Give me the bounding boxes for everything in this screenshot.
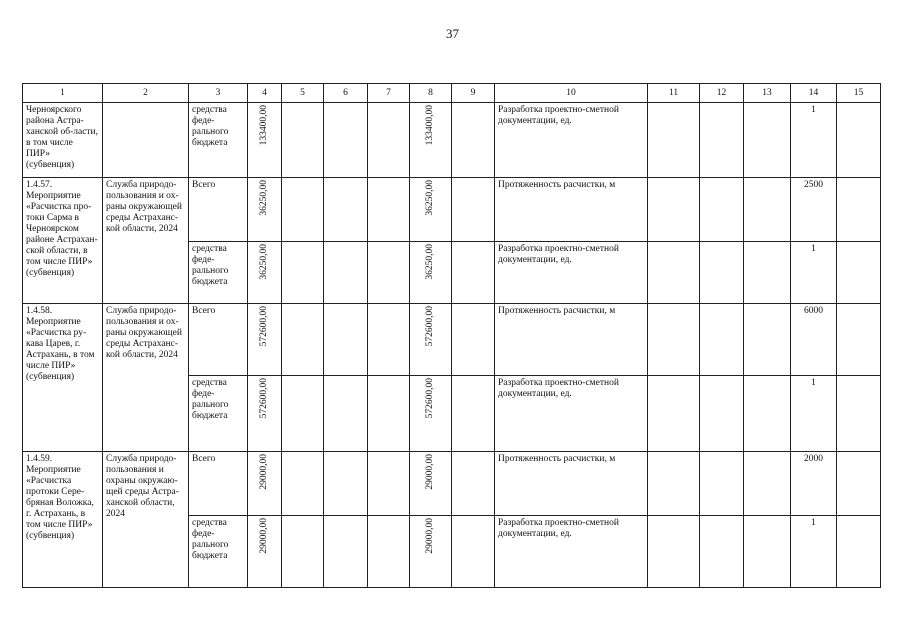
col-header: 7 xyxy=(368,84,410,103)
amount-year: 36250,00 xyxy=(425,180,435,216)
amount-total: 36250,00 xyxy=(259,180,269,216)
activity-name: 1.4.59. Мероприятие «Расчистка протоки Сере-бряная Воложка, г. Астрахань, в том числе ПИР» (субвенция) xyxy=(23,452,103,588)
funding-source: средства феде-рального бюджета xyxy=(189,376,248,452)
indicator-value: 1 xyxy=(791,376,837,452)
col-header: 3 xyxy=(189,84,248,103)
table-row xyxy=(23,452,881,516)
amount-total: 29000,00 xyxy=(259,454,269,490)
indicator-value: 2000 xyxy=(791,452,837,516)
col-header: 5 xyxy=(282,84,324,103)
funding-source: средства феде-рального бюджета xyxy=(189,516,248,588)
col-header: 14 xyxy=(791,84,837,103)
executor: Служба природо-пользования и охраны окружаю-щей среды Астра-ханской области, 2024 xyxy=(103,452,189,588)
budget-table xyxy=(22,83,881,588)
amount-total: 572600,00 xyxy=(259,306,269,347)
funding-source: Всего xyxy=(189,178,248,242)
amount-total: 572600,00 xyxy=(259,378,269,419)
col-header: 8 xyxy=(410,84,452,103)
indicator-name: Разработка проектно-сметной документации, ед. xyxy=(495,103,648,178)
table-row xyxy=(23,304,881,376)
indicator-value: 1 xyxy=(791,242,837,304)
col-header: 4 xyxy=(248,84,282,103)
indicator-name: Протяженность расчистки, м xyxy=(495,452,648,516)
indicator-value: 2500 xyxy=(791,178,837,242)
col-header: 15 xyxy=(837,84,881,103)
activity-name: 1.4.57. Мероприятие «Расчистка про-токи Сарма в Черноярском районе Астрахан-ской области, в том числе ПИР» (субвенция) xyxy=(23,178,103,304)
table-row xyxy=(23,103,881,178)
amount-total: 133400,00 xyxy=(259,105,269,146)
indicator-name: Разработка проектно-сметной документации, ед. xyxy=(495,242,648,304)
amount-total: 29000,00 xyxy=(259,518,269,554)
col-header: 10 xyxy=(495,84,648,103)
activity-name: Черноярского района Астра-ханской об-ласти, в том числе ПИР» (субвенция) xyxy=(23,103,103,178)
funding-source: средства феде-рального бюджета xyxy=(189,103,248,178)
col-header: 13 xyxy=(744,84,791,103)
indicator-value: 1 xyxy=(791,103,837,178)
amount-year: 133400,00 xyxy=(425,105,435,146)
amount-total: 36250,00 xyxy=(259,244,269,280)
amount-year: 29000,00 xyxy=(425,454,435,490)
executor xyxy=(103,103,189,178)
indicator-name: Протяженность расчистки, м xyxy=(495,178,648,242)
indicator-value: 1 xyxy=(791,516,837,588)
col-header: 1 xyxy=(23,84,103,103)
col-header: 11 xyxy=(648,84,700,103)
amount-year: 572600,00 xyxy=(425,306,435,347)
col-header: 2 xyxy=(103,84,189,103)
header-row xyxy=(23,84,881,103)
amount-year: 572600,00 xyxy=(425,378,435,419)
indicator-value: 6000 xyxy=(791,304,837,376)
col-header: 6 xyxy=(324,84,368,103)
executor: Служба природо-пользования и ох-раны окружающей среды Астраханс-кой области, 2024 xyxy=(103,178,189,304)
executor: Служба природо-пользования и ох-раны окружающей среды Астраханс-кой области, 2024 xyxy=(103,304,189,452)
funding-source: Всего xyxy=(189,304,248,376)
indicator-name: Протяженность расчистки, м xyxy=(495,304,648,376)
indicator-name: Разработка проектно-сметной документации, ед. xyxy=(495,516,648,588)
funding-source: Всего xyxy=(189,452,248,516)
page-number: 37 xyxy=(446,26,459,41)
table-row xyxy=(23,178,881,242)
funding-source: средства феде-рального бюджета xyxy=(189,242,248,304)
amount-year: 29000,00 xyxy=(425,518,435,554)
amount-year: 36250,00 xyxy=(425,244,435,280)
indicator-name: Разработка проектно-сметной документации, ед. xyxy=(495,376,648,452)
activity-name: 1.4.58. Мероприятие «Расчистка ру-кава Царев, г. Астрахань, в том числе ПИР» (субвенция) xyxy=(23,304,103,452)
col-header: 9 xyxy=(452,84,495,103)
col-header: 12 xyxy=(700,84,744,103)
